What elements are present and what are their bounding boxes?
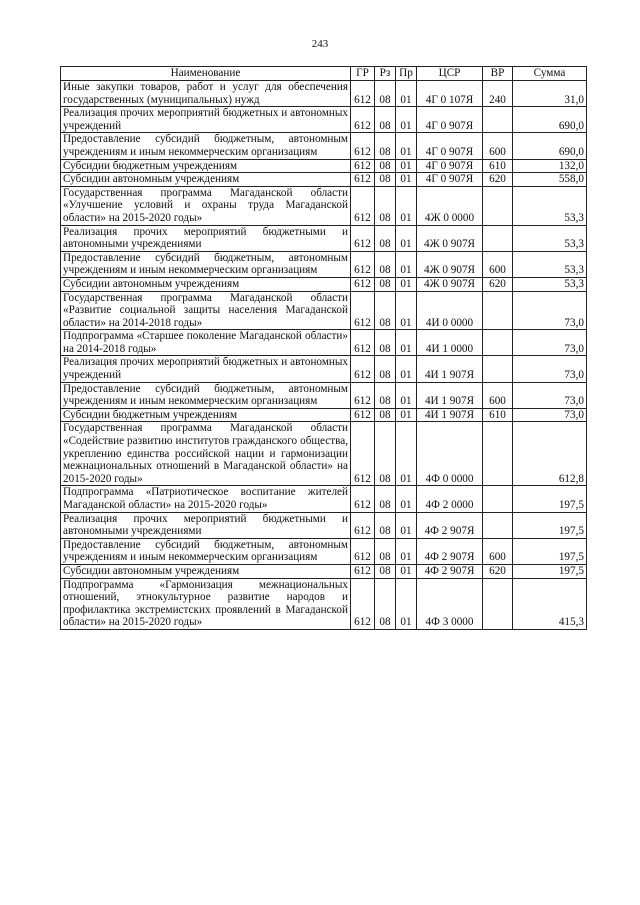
row-name: Подпрограмма «Старшее поколение Магаданской области» на 2014-2018 годы» xyxy=(61,330,351,356)
row-sum: 53,3 xyxy=(513,225,587,251)
row-vr xyxy=(483,512,513,538)
row-rz: 08 xyxy=(375,277,396,291)
row-vr: 600 xyxy=(483,538,513,564)
row-vr: 610 xyxy=(483,159,513,173)
row-pr: 01 xyxy=(396,564,417,578)
row-name: Государственная программа Магаданской области «Развитие социальной защиты населения Магаданской области» на 2014-2018 годы» xyxy=(61,291,351,330)
row-sum: 197,5 xyxy=(513,512,587,538)
row-gr: 612 xyxy=(351,107,375,133)
table-row xyxy=(61,251,587,277)
row-gr: 612 xyxy=(351,291,375,330)
row-sum: 197,5 xyxy=(513,486,587,512)
table-row xyxy=(61,81,587,107)
row-vr: 240 xyxy=(483,81,513,107)
row-name: Государственная программа Магаданской области «Улучшение условий и охраны труда Магаданской области» на 2015-2020 годы» xyxy=(61,186,351,225)
column-header-rz: Рз xyxy=(375,67,396,81)
row-vr: 620 xyxy=(483,173,513,187)
row-pr: 01 xyxy=(396,356,417,382)
row-sum: 53,3 xyxy=(513,186,587,225)
row-gr: 612 xyxy=(351,225,375,251)
row-name: Подпрограмма «Патриотическое воспитание жителей Магаданской области» на 2015-2020 годы» xyxy=(61,486,351,512)
row-vr xyxy=(483,578,513,629)
table-row xyxy=(61,382,587,408)
row-rz: 08 xyxy=(375,173,396,187)
row-rz: 08 xyxy=(375,107,396,133)
row-rz: 08 xyxy=(375,81,396,107)
row-csr: 4И 0 0000 xyxy=(417,291,483,330)
row-gr: 612 xyxy=(351,251,375,277)
row-csr: 4Г 0 907Я xyxy=(417,159,483,173)
row-name: Субсидии автономным учреждениям xyxy=(61,277,351,291)
row-csr: 4И 1 907Я xyxy=(417,408,483,422)
row-vr: 620 xyxy=(483,277,513,291)
row-vr xyxy=(483,486,513,512)
table-row xyxy=(61,186,587,225)
row-pr: 01 xyxy=(396,173,417,187)
row-name: Предоставление субсидий бюджетным, автономным учреждениям и иным некоммерческим организациям xyxy=(61,133,351,159)
row-pr: 01 xyxy=(396,408,417,422)
row-rz: 08 xyxy=(375,225,396,251)
row-gr: 612 xyxy=(351,408,375,422)
row-vr: 620 xyxy=(483,564,513,578)
row-pr: 01 xyxy=(396,486,417,512)
row-rz: 08 xyxy=(375,356,396,382)
table-row xyxy=(61,486,587,512)
table-row xyxy=(61,422,587,486)
row-gr: 612 xyxy=(351,277,375,291)
row-rz: 08 xyxy=(375,133,396,159)
row-sum: 690,0 xyxy=(513,133,587,159)
row-sum: 558,0 xyxy=(513,173,587,187)
table-row xyxy=(61,277,587,291)
row-pr: 01 xyxy=(396,277,417,291)
row-csr: 4И 1 0000 xyxy=(417,330,483,356)
budget-table xyxy=(60,66,587,630)
table-row xyxy=(61,107,587,133)
row-pr: 01 xyxy=(396,538,417,564)
row-rz: 08 xyxy=(375,330,396,356)
row-rz: 08 xyxy=(375,564,396,578)
row-csr: 4Г 0 907Я xyxy=(417,107,483,133)
row-rz: 08 xyxy=(375,578,396,629)
row-pr: 01 xyxy=(396,291,417,330)
row-rz: 08 xyxy=(375,538,396,564)
page-number: 243 xyxy=(311,38,329,50)
row-csr: 4Ф 2 907Я xyxy=(417,512,483,538)
row-sum: 197,5 xyxy=(513,538,587,564)
row-pr: 01 xyxy=(396,330,417,356)
table-row xyxy=(61,578,587,629)
row-gr: 612 xyxy=(351,422,375,486)
table-row xyxy=(61,538,587,564)
row-csr: 4Ж 0 907Я xyxy=(417,277,483,291)
column-header-name: Наименование xyxy=(61,67,351,81)
table-row xyxy=(61,159,587,173)
row-rz: 08 xyxy=(375,486,396,512)
row-sum: 415,3 xyxy=(513,578,587,629)
row-csr: 4И 1 907Я xyxy=(417,356,483,382)
row-vr: 610 xyxy=(483,408,513,422)
row-csr: 4Ж 0 907Я xyxy=(417,225,483,251)
column-header-sum: Сумма xyxy=(513,67,587,81)
table-header-row xyxy=(61,67,587,81)
row-gr: 612 xyxy=(351,173,375,187)
row-name: Предоставление субсидий бюджетным, автономным учреждениям и иным некоммерческим организациям xyxy=(61,538,351,564)
row-sum: 53,3 xyxy=(513,251,587,277)
row-pr: 01 xyxy=(396,578,417,629)
row-vr xyxy=(483,356,513,382)
row-gr: 612 xyxy=(351,564,375,578)
row-rz: 08 xyxy=(375,422,396,486)
row-sum: 73,0 xyxy=(513,330,587,356)
row-rz: 08 xyxy=(375,408,396,422)
row-pr: 01 xyxy=(396,512,417,538)
row-vr xyxy=(483,186,513,225)
row-name: Реализация прочих мероприятий бюджетных и автономных учреждений xyxy=(61,356,351,382)
row-vr: 600 xyxy=(483,133,513,159)
row-vr xyxy=(483,107,513,133)
row-sum: 612,8 xyxy=(513,422,587,486)
table-row xyxy=(61,330,587,356)
row-csr: 4Ф 2 0000 xyxy=(417,486,483,512)
row-pr: 01 xyxy=(396,422,417,486)
column-header-pr: Пр xyxy=(396,67,417,81)
row-gr: 612 xyxy=(351,356,375,382)
row-vr: 600 xyxy=(483,251,513,277)
row-name: Предоставление субсидий бюджетным, автономным учреждениям и иным некоммерческим организациям xyxy=(61,251,351,277)
row-sum: 197,5 xyxy=(513,564,587,578)
row-csr: 4И 1 907Я xyxy=(417,382,483,408)
table-row xyxy=(61,408,587,422)
row-name: Предоставление субсидий бюджетным, автономным учреждениям и иным некоммерческим организациям xyxy=(61,382,351,408)
row-sum: 132,0 xyxy=(513,159,587,173)
row-gr: 612 xyxy=(351,81,375,107)
row-csr: 4Ф 2 907Я xyxy=(417,538,483,564)
row-csr: 4Г 0 907Я xyxy=(417,173,483,187)
row-name: Иные закупки товаров, работ и услуг для обеспечения государственных (муниципальных) нужд xyxy=(61,81,351,107)
column-header-vr: ВР xyxy=(483,67,513,81)
row-name: Реализация прочих мероприятий бюджетными и автономными учреждениями xyxy=(61,512,351,538)
row-gr: 612 xyxy=(351,159,375,173)
row-vr: 600 xyxy=(483,382,513,408)
row-csr: 4Ф 0 0000 xyxy=(417,422,483,486)
row-name: Реализация прочих мероприятий бюджетных и автономных учреждений xyxy=(61,107,351,133)
row-gr: 612 xyxy=(351,330,375,356)
row-vr xyxy=(483,422,513,486)
row-name: Субсидии автономным учреждениям xyxy=(61,564,351,578)
table-row xyxy=(61,291,587,330)
table-row xyxy=(61,225,587,251)
row-sum: 690,0 xyxy=(513,107,587,133)
row-vr xyxy=(483,225,513,251)
row-name: Подпрограмма «Гармонизация межнациональных отношений, этнокультурное развитие народов и профилактика экстремистских проявлений в Магаданской области» на 2015-2020 годы» xyxy=(61,578,351,629)
row-csr: 4Г 0 107Я xyxy=(417,81,483,107)
row-gr: 612 xyxy=(351,578,375,629)
table-body xyxy=(61,81,587,630)
row-pr: 01 xyxy=(396,225,417,251)
row-csr: 4Ф 2 907Я xyxy=(417,564,483,578)
row-sum: 53,3 xyxy=(513,277,587,291)
row-name: Субсидии автономным учреждениям xyxy=(61,173,351,187)
row-pr: 01 xyxy=(396,159,417,173)
row-name: Государственная программа Магаданской области «Содействие развитию институтов гражданского общества, укреплению единства российской нации и гармонизации межнациональных отношений в Магаданской области» на 2015-2020 годы» xyxy=(61,422,351,486)
row-gr: 612 xyxy=(351,186,375,225)
row-pr: 01 xyxy=(396,81,417,107)
row-name: Субсидии бюджетным учреждениям xyxy=(61,408,351,422)
row-pr: 01 xyxy=(396,251,417,277)
row-rz: 08 xyxy=(375,186,396,225)
row-gr: 612 xyxy=(351,486,375,512)
row-gr: 612 xyxy=(351,382,375,408)
row-vr xyxy=(483,330,513,356)
row-csr: 4Ф 3 0000 xyxy=(417,578,483,629)
row-sum: 73,0 xyxy=(513,382,587,408)
row-pr: 01 xyxy=(396,107,417,133)
row-name: Реализация прочих мероприятий бюджетными и автономными учреждениями xyxy=(61,225,351,251)
table-row xyxy=(61,564,587,578)
row-csr: 4Г 0 907Я xyxy=(417,133,483,159)
table-row xyxy=(61,173,587,187)
row-vr xyxy=(483,291,513,330)
row-pr: 01 xyxy=(396,382,417,408)
row-gr: 612 xyxy=(351,538,375,564)
row-csr: 4Ж 0 0000 xyxy=(417,186,483,225)
row-sum: 73,0 xyxy=(513,408,587,422)
table-row xyxy=(61,356,587,382)
row-gr: 612 xyxy=(351,133,375,159)
row-rz: 08 xyxy=(375,382,396,408)
row-pr: 01 xyxy=(396,186,417,225)
row-csr: 4Ж 0 907Я xyxy=(417,251,483,277)
row-rz: 08 xyxy=(375,512,396,538)
table-row xyxy=(61,133,587,159)
table-row xyxy=(61,512,587,538)
row-sum: 73,0 xyxy=(513,291,587,330)
column-header-gr: ГР xyxy=(351,67,375,81)
row-sum: 31,0 xyxy=(513,81,587,107)
row-gr: 612 xyxy=(351,512,375,538)
row-pr: 01 xyxy=(396,133,417,159)
row-rz: 08 xyxy=(375,291,396,330)
row-sum: 73,0 xyxy=(513,356,587,382)
row-name: Субсидии бюджетным учреждениям xyxy=(61,159,351,173)
row-rz: 08 xyxy=(375,159,396,173)
row-rz: 08 xyxy=(375,251,396,277)
column-header-csr: ЦСР xyxy=(417,67,483,81)
